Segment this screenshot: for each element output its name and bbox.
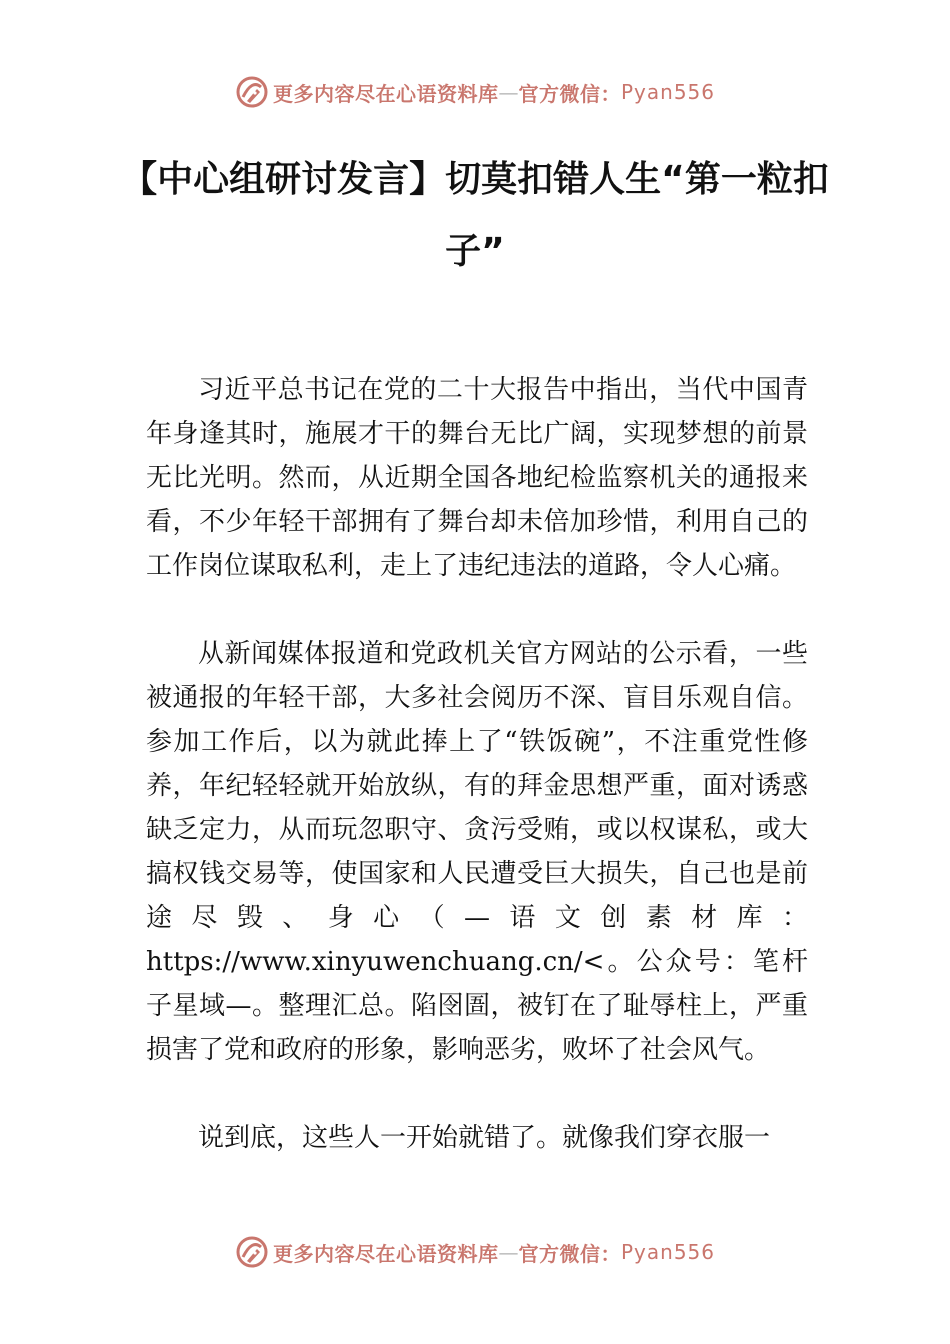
pen-nib-circle-logo-icon [235,75,269,109]
banner-separator: — [498,80,519,104]
document-title: 【中心组研讨发言】切莫扣错人生“第一粒扣子” [121,159,829,272]
banner-brand-text: 更多内容尽在心语资料库 [272,81,499,106]
pen-nib-circle-logo-icon [235,1235,269,1269]
banner-separator: — [498,1240,519,1264]
body-paragraph: 说到底，这些人一开始就错了。就像我们穿衣服一 [198,1123,771,1153]
document-body [146,368,808,1204]
banner-wechat-label: 官方微信： [518,81,621,106]
banner-wechat-id: Pyan556 [620,80,715,104]
body-paragraph: 从新闻媒体报道和党政机关官方网站的公示看，一些被通报的年轻干部，大多社会阅历不深、盲目乐观自信。参加工作后，以为就此捧上了“铁饭碗”，不注重党性修养，年纪轻轻就开始放纵，有的拜金思想严重，面对诱惑缺乏定力，从而玩忽职守、贪污受贿，或以权谋私，或大搞权钱交易等，使国家和人民遭受巨大损失，自己也是前途尽毁、身心（—语文创素材库：https://www.xinyuwenchuang.cn/<。公众号：笔杆子星域—。整理汇总。陷囹圄，被钉在了耻辱柱上，严重损害了党和政府的形象，影响恶劣，败坏了社会风气。 [146,639,808,1065]
banner-brand-text: 更多内容尽在心语资料库 [272,1241,499,1266]
header-banner [0,72,950,112]
body-paragraph: 习近平总书记在党的二十大报告中指出，当代中国青年身逢其时，施展才干的舞台无比广阔，实现梦想的前景无比光明。然而，从近期全国各地纪检监察机关的通报来看，不少年轻干部拥有了舞台却未倍加珍惜，利用自己的工作岗位谋取私利，走上了违纪违法的道路，令人心痛。 [146,375,808,581]
banner-wechat-label: 官方微信： [518,1241,621,1266]
banner-wechat-id: Pyan556 [620,1240,715,1264]
footer-banner [0,1232,950,1272]
